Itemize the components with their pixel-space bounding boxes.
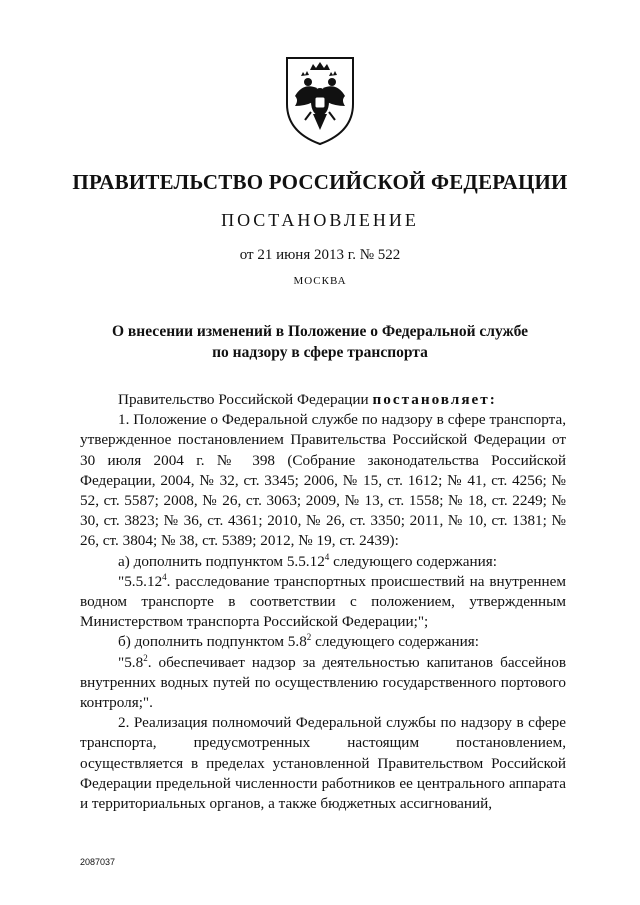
city: МОСКВА xyxy=(293,275,347,287)
resolves-word: постановляет: xyxy=(372,391,497,408)
document-date-number: от 21 июня 2013 г. № 522 xyxy=(239,247,401,263)
superscript: 4 xyxy=(162,571,167,582)
subparagraph-a-tail: следующего содержания: xyxy=(329,552,497,570)
intro-text: Правительство Российской Федерации xyxy=(118,391,373,408)
subparagraph-b-text: б) дополнить подпунктом 5.8 xyxy=(118,633,307,651)
intro-paragraph xyxy=(80,390,566,410)
quote-b-text: . обеспечивает надзор за деятельностью капитанов бассейнов внутренних водных путей по осуществлению государственного портового контроля;". xyxy=(80,653,566,712)
subject-line-1: О внесении изменений в Положение о Федеральной службе xyxy=(111,323,528,340)
government-title: ПРАВИТЕЛЬСТВО РОССИЙСКОЙ ФЕДЕРАЦИИ xyxy=(72,170,568,194)
paragraph-2: 2. Реализация полномочий Федеральной службы по надзору в сфере транспорта, предусмотренных настоящим постановлением, осуществляется в пределах установленной Правительством Российской Федерации предельной численности работников ее центрального аппарата и территориальных органов, а также бюджетных ассигнований, xyxy=(80,714,566,813)
document-body xyxy=(80,390,566,814)
footer-code: 2087037 xyxy=(80,857,116,867)
document-subject xyxy=(0,321,640,363)
subject-line-2: по надзору в сфере транспорта xyxy=(212,344,428,361)
superscript: 2 xyxy=(306,632,312,643)
quote-b xyxy=(80,653,566,714)
subparagraph-a xyxy=(80,552,566,572)
quote-a-number: "5.5.12 xyxy=(118,572,163,590)
quote-a-text: . расследование транспортных происшествий на внутреннем водном транспорте в соответствии с положением, утвержденным Министерством транспорта Российской Федерации;"; xyxy=(80,572,566,631)
coat-of-arms-icon xyxy=(277,52,363,148)
subparagraph-a-text: а) дополнить подпунктом 5.5.12 xyxy=(118,552,325,570)
paragraph-1: 1. Положение о Федеральной службе по надзору в сфере транспорта, утвержденное постановлением Правительства Российской Федерации от 30 июля 2004 г. № 398 (Собрание законодательства Российской Федерации, 2004, № 32, ст. 3345; 2006, № 15, ст. 1612; № 41, ст. 4256; № 52, ст. 5587; 2008, № 26, ст. 3063; 2009, № 13, ст. 1558; № 18, ст. 2249; № 30, ст. 3823; № 36, ст. 4361; 2010, № 26, ст. 3350; 2011, № 10, ст. 1381; № 26, ст. 3804; № 38, ст. 5389; 2012, № 19, ст. 2439): xyxy=(80,411,566,550)
quote-b-number: "5.8 xyxy=(118,653,144,671)
superscript: 2 xyxy=(143,652,148,663)
quote-a xyxy=(80,572,566,633)
subparagraph-b xyxy=(80,632,566,652)
subparagraph-b-tail: следующего содержания: xyxy=(311,633,479,651)
document-type: ПОСТАНОВЛЕНИЕ xyxy=(221,210,419,230)
superscript: 4 xyxy=(324,551,330,562)
